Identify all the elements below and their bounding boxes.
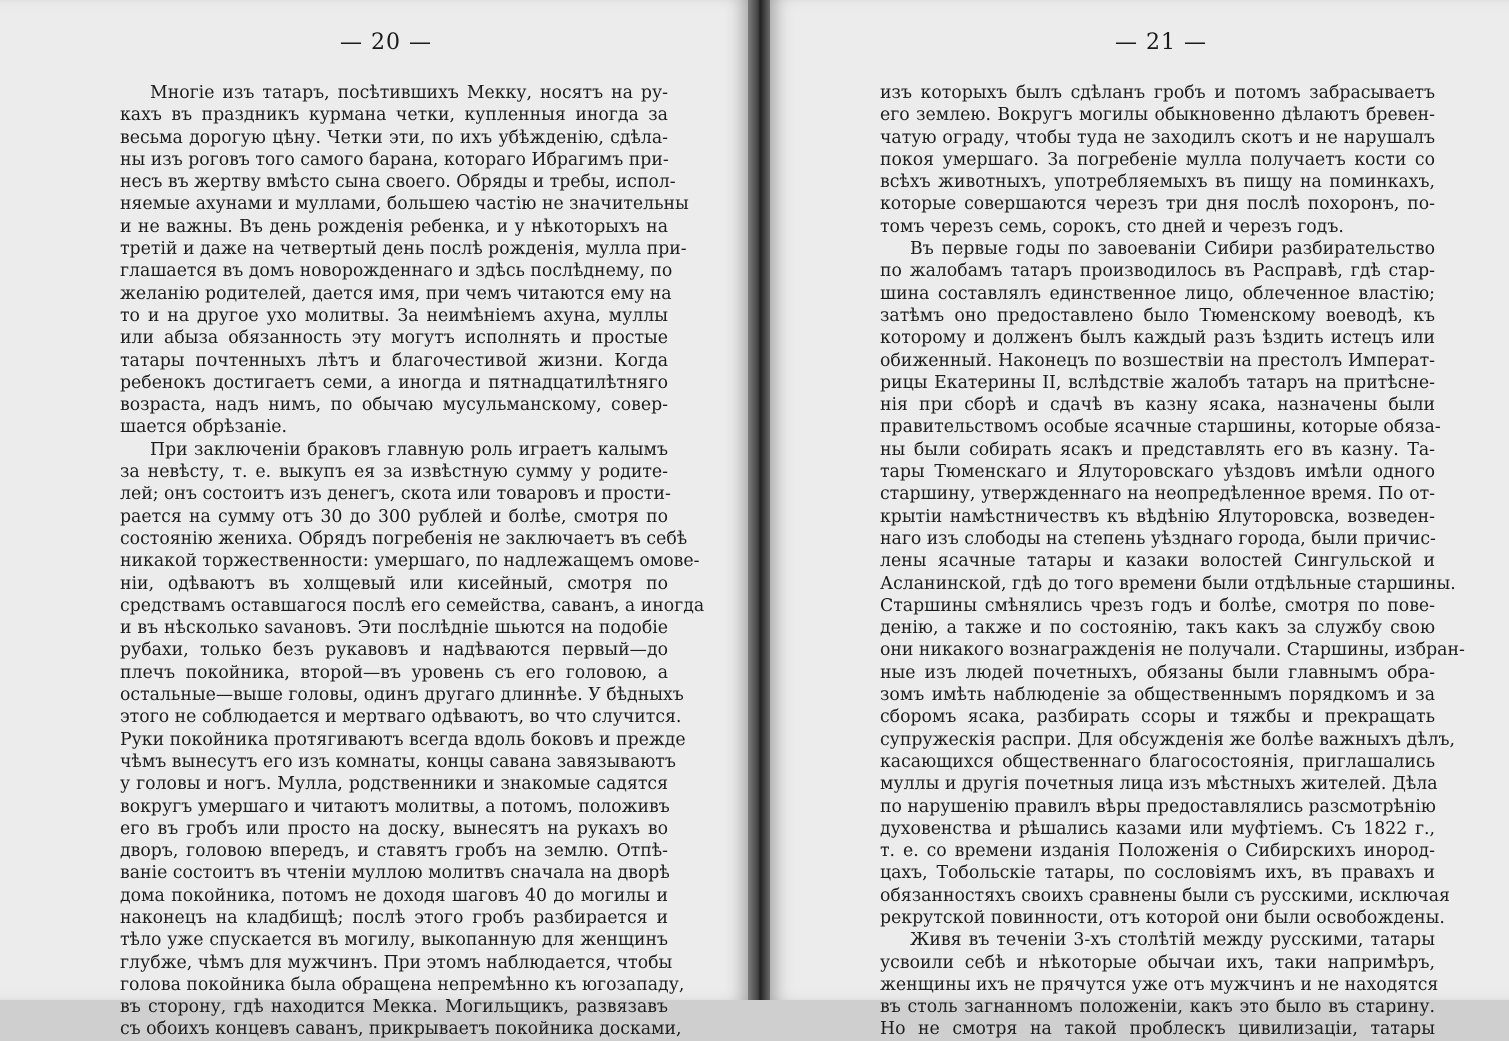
text-line: то и на другое ухо молитвы. За неимѣніемъ ахуна, муллы	[120, 305, 668, 326]
text-line: денію, а также и по состоянію, такъ какъ за службу свою	[880, 618, 1435, 639]
text-line: т. е. со времени изданія Положенія о Сибирскихъ инород-	[880, 841, 1435, 862]
text-line: никакой торжественности: умершаго, по надлежащемъ омове-	[120, 551, 700, 572]
text-line: его землею. Вокругъ могилы обыкновенно дѣлаютъ бревен-	[880, 105, 1435, 126]
text-line: старшину, утвержденнаго на неопредѣленное время. По от-	[880, 484, 1435, 505]
text-line: рается на сумму отъ 30 до 300 рублей и болѣе, смотря по	[120, 506, 668, 527]
text-line: третій и даже на четвертый день послѣ рожденія, мулла при-	[120, 239, 687, 260]
text-line: При заключеніи браковъ главную роль играетъ калымъ	[150, 439, 668, 460]
text-line: тѣло уже спускается въ могилу, выкопанную для женщинъ	[120, 930, 668, 951]
text-line: рекрутской повинности, отъ которой они были освобождены.	[880, 907, 1445, 928]
text-line: Но не смотря на такой проблескъ цивилизаціи, татары	[880, 1019, 1435, 1040]
text-line: муллы и другія почетныя лица изъ мѣстныхъ жителей. Дѣла	[880, 774, 1438, 795]
text-line: шина составлялъ единственное лицо, облеченное властію;	[880, 283, 1435, 304]
text-line: остальные—выше головы, одинъ другаго длиннѣе. У бѣдныхъ	[120, 685, 684, 706]
text-line: ны были собирать ясакъ и представлять его въ казну. Та-	[880, 439, 1435, 460]
text-line: томъ черезъ семь, сорокъ, сто дней и черезъ годъ.	[880, 216, 1344, 237]
text-line: наго изъ слободы на степень уѣзднаго города, были причис-	[880, 528, 1436, 549]
text-line: голова покойника была обращена непремѣнно къ югозападу,	[120, 974, 685, 995]
text-line: татары почтенныхъ лѣтъ и благочестивой жизни. Когда	[120, 350, 668, 371]
text-line: средствамъ оставшагося послѣ его семейства, саванъ, а иногда	[120, 595, 705, 616]
text-line: Многіе изъ татаръ, посѣтившихъ Мекку, носятъ на ру-	[150, 83, 668, 103]
text-line: рицы Екатерины II, вслѣдствіе жалобъ татаръ на притѣсне-	[880, 372, 1435, 393]
text-line: нія при сборѣ и сдачѣ въ казну ясака, назначены были	[880, 395, 1435, 416]
text-line: въ сторону, гдѣ находится Мекка. Могильщикъ, развязавъ	[120, 997, 668, 1018]
text-line: затѣмъ оно предоставлено было Тюменскому воеводѣ, къ	[880, 305, 1435, 326]
text-line: и не важны. Въ день рожденія ребенка, и у нѣкоторыхъ на	[120, 216, 668, 237]
text-line: по жалобамъ татаръ производилось въ Расправѣ, гдѣ стар-	[880, 261, 1435, 282]
text-line: они никакого вознагражденія не получали. Старшины, избран-	[880, 640, 1465, 661]
text-line: несъ въ жертву вмѣсто сына своего. Обряды и требы, испол-	[120, 172, 676, 193]
text-line: сборомъ ясака, разбирать ссоры и тяжбы и прекращать	[880, 707, 1435, 728]
text-line: съ обоихъ концевъ саванъ, прикрываетъ покойника досками,	[120, 1019, 682, 1040]
text-line: глашается въ домъ новорожденнаго и здѣсь послѣднему, по	[120, 261, 673, 282]
text-line: и въ нѣсколько savановъ. Эти послѣдніе шьются на подобіе	[120, 618, 668, 639]
page-text	[880, 82, 1465, 1041]
text-line: чатую ограду, чтобы туда не заходилъ скотъ и не нарушалъ	[880, 127, 1435, 148]
text-line: духовенства и рѣшались казами или муфтіемъ. Съ 1822 г.,	[880, 818, 1435, 839]
text-line: весьма дорогую цѣну. Четки эти, по ихъ убѣжденію, сдѣла-	[120, 127, 668, 148]
text-line: ніи, одѣваютъ въ холщевый или кисейный, смотря по	[120, 573, 668, 594]
text-line: зомъ имѣть наблюденіе за общественнымъ порядкомъ и за	[880, 685, 1435, 706]
text-line: всѣхъ животныхъ, употребляемыхъ въ пищу на поминкахъ,	[880, 172, 1435, 193]
text-line: обиженный. Наконецъ по возшествіи на престолъ Императ-	[880, 350, 1435, 371]
text-line: въ столь загнанномъ положеніи, какъ это было въ старину.	[880, 997, 1435, 1018]
text-line: изъ которыхъ былъ сдѣланъ гробъ и потомъ забрасываетъ	[880, 83, 1435, 103]
text-line: состоянію жениха. Обрядъ погребенія не заключаетъ въ себѣ	[120, 528, 688, 549]
text-line: Въ первые годы по завоеваніи Сибири разбирательство	[910, 239, 1435, 260]
text-line: крытіи намѣстничествъ къ вѣдѣнію Ялуторовска, возведен-	[880, 506, 1435, 527]
text-line: возраста, надъ нимъ, по обычаю мусульманскому, совер-	[120, 395, 668, 416]
page-text	[120, 82, 705, 1041]
text-line: ребенокъ достигаетъ семи, а иногда и пятнадцатилѣтняго	[120, 372, 668, 393]
text-line: кахъ въ праздникъ курмана четки, купленныя иногда за	[120, 105, 668, 126]
right-page	[770, 0, 1509, 1040]
text-line: цахъ, Тобольскіе татары, по сословіямъ ихъ, въ правахъ и	[880, 863, 1435, 884]
text-line: плечъ покойника, второй—въ уровень съ его головою, а	[120, 662, 668, 683]
page-number: — 21 —	[1115, 30, 1207, 55]
text-line: этого не соблюдается и мертваго одѣваютъ, во что случится.	[120, 707, 682, 728]
text-line: ные изъ людей почетныхъ, обязаны были главнымъ обра-	[880, 662, 1435, 683]
text-line: усвоили себѣ и нѣкоторые обычаи ихъ, таки напримѣръ,	[880, 952, 1435, 973]
text-line: касающихся общественнаго благосостоянія, приглашались	[880, 751, 1435, 772]
left-page	[0, 0, 748, 1040]
text-line: ваніе состоитъ въ чтеніи муллою молитвъ сначала на дворѣ	[120, 863, 670, 884]
text-line: няемые ахунами и муллами, большею частію не значительны	[120, 194, 689, 215]
text-line: дворъ, головою впередъ, и ставятъ гробъ на землю. Отпѣ-	[120, 841, 668, 862]
text-line: за невѣсту, т. е. выкупъ ея за извѣстную сумму у родите-	[120, 462, 668, 483]
text-line: супружескія распри. Для обсужденія же болѣе важныхъ дѣлъ,	[880, 729, 1456, 750]
text-line: покоя умершаго. За погребеніе мулла получаетъ кости со	[880, 149, 1435, 170]
text-line: дома покойника, потомъ не доходя шаговъ 40 до могилы и	[120, 885, 668, 906]
text-line: Живя въ теченіи 3-хъ столѣтій между русскими, татары	[910, 930, 1435, 951]
text-line: женщины ихъ не прячутся уже отъ мужчинъ и не находятся	[880, 974, 1439, 995]
text-line: лей; онъ состоитъ изъ денегъ, скота или товаровъ и прости-	[120, 484, 671, 505]
text-line: лены ясачные татары и казаки волостей Сингульской и	[880, 551, 1435, 572]
text-line: чѣмъ вынесутъ его изъ комнаты, концы савана завязываютъ	[120, 751, 676, 772]
text-line: рубахи, только безъ рукавовъ и надѣваются первый—до	[120, 640, 668, 661]
page-number: — 20 —	[340, 30, 432, 55]
text-line: правительствомъ особые ясачные старшины, которые обяза-	[880, 417, 1441, 438]
text-line: которому и долженъ былъ каждый разъ ѣздить истецъ или	[880, 328, 1435, 349]
text-line: Старшины смѣнялись чрезъ годъ и болѣе, смотря по пове-	[880, 595, 1435, 616]
text-line: его въ гробъ или просто на доску, вынесятъ на рукахъ во	[120, 818, 668, 839]
text-line: ны изъ роговъ того самого барана, котораго Ибрагимъ при-	[120, 149, 669, 170]
text-line: глубже, чѣмъ для мужчинъ. При этомъ наблюдается, чтобы	[120, 952, 673, 973]
text-line: Руки покойника протягиваютъ всегда вдоль боковъ и прежде	[120, 729, 686, 750]
text-line: Асланинской, гдѣ до того времени были отдѣльные старшины.	[880, 573, 1456, 594]
text-line: или абыза обязанность эту могутъ исполнять и простые	[120, 328, 668, 349]
text-line: тары Тюменскаго и Ялуторовскаго уѣздовъ имѣли одного	[880, 462, 1435, 483]
book-gutter	[748, 0, 770, 1000]
text-line: желанію родителей, дается имя, при чемъ читаются ему на	[120, 283, 672, 304]
text-line: шается обрѣзаніе.	[120, 417, 288, 438]
text-line: у головы и ногъ. Мулла, родственники и знакомые садятся	[120, 774, 668, 795]
text-line: обязанностяхъ своихъ сравнены были съ русскими, исключая	[880, 885, 1450, 906]
text-line: по нарушенію правилъ вѣры предоставлялись разсмотрѣнію	[880, 796, 1436, 817]
text-line: наконецъ на кладбищѣ; послѣ этого гробъ разбирается и	[120, 907, 668, 928]
text-line: которые совершаются черезъ три дня послѣ похоронъ, по-	[880, 194, 1435, 215]
text-line: вокругъ умершаго и читаютъ молитвы, а потомъ, положивъ	[120, 796, 670, 817]
